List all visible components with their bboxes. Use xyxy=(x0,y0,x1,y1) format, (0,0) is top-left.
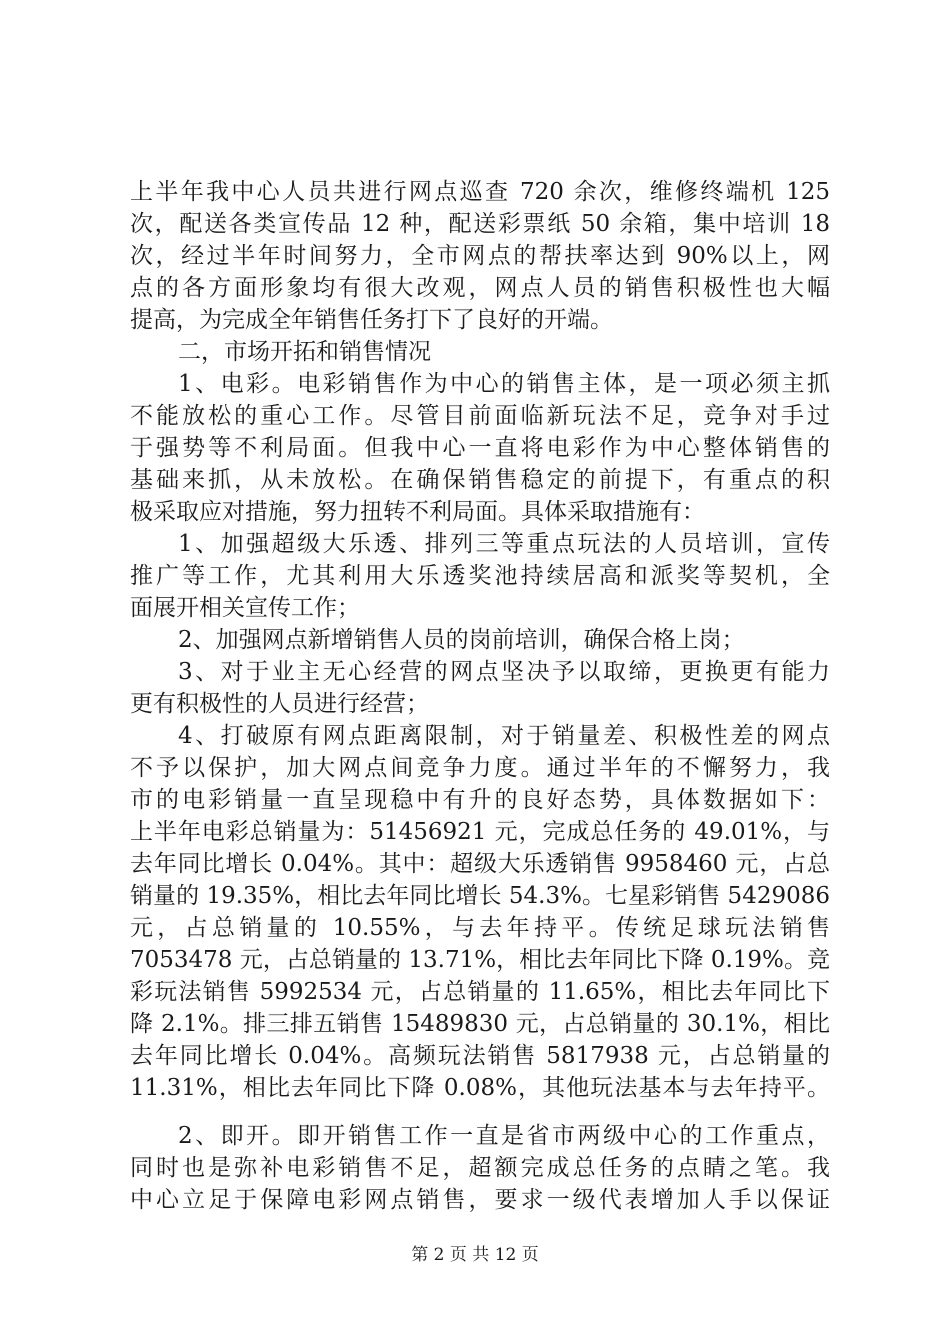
text-line: 元，占总销量的 10.55%，与去年持平。传统足球玩法销售 xyxy=(130,915,830,941)
text-line: 不予以保护，加大网点间竞争力度。通过半年的不懈努力，我 xyxy=(130,755,830,781)
text-line: 同时也是弥补电彩销售不足，超额完成总任务的点睛之笔。我 xyxy=(130,1155,830,1181)
text-line: 3、对于业主无心经营的网点坚决予以取缔，更换更有能力 xyxy=(178,659,830,685)
text-line: 上半年电彩总销量为：51456921 元，完成总任务的 49.01%，与 xyxy=(130,819,830,845)
text-line: 降 2.1%。排三排五销售 15489830 元，占总销量的 30.1%，相比 xyxy=(130,1011,830,1037)
text-line: 于强势等不利局面。但我中心一直将电彩作为中心整体销售的 xyxy=(130,435,830,461)
text-line: 彩玩法销售 5992534 元，占总销量的 11.65%，相比去年同比下 xyxy=(130,979,830,1005)
text-line: 销量的 19.35%，相比去年同比增长 54.3%。七星彩销售 5429086 xyxy=(130,883,830,909)
text-line: 上半年我中心人员共进行网点巡查 720 余次，维修终端机 125 xyxy=(130,179,830,205)
text-line: 基础来抓，从未放松。在确保销售稳定的前提下，有重点的积 xyxy=(130,467,830,493)
text-line: 次，配送各类宣传品 12 种，配送彩票纸 50 余箱，集中培训 18 xyxy=(130,211,830,237)
text-line: 次，经过半年时间努力，全市网点的帮扶率达到 90%以上，网 xyxy=(130,243,830,269)
text-line: 2、即开。即开销售工作一直是省市两级中心的工作重点， xyxy=(178,1123,830,1149)
text-line: 7053478 元，占总销量的 13.71%，相比去年同比下降 0.19%。竞 xyxy=(130,947,830,973)
text-line: 更有积极性的人员进行经营； xyxy=(130,691,429,717)
text-line: 点的各方面形象均有很大改观，网点人员的销售积极性也大幅 xyxy=(130,275,830,301)
text-line: 去年同比增长 0.04%。高频玩法销售 5817938 元，占总销量的 xyxy=(130,1043,830,1069)
section-heading: 二，市场开拓和销售情况 xyxy=(178,339,431,365)
text-line: 中心立足于保障电彩网点销售，要求一级代表增加人手以保证 xyxy=(130,1187,830,1213)
text-line: 市的电彩销量一直呈现稳中有升的良好态势，具体数据如下： xyxy=(130,787,830,813)
text-line: 1、电彩。电彩销售作为中心的销售主体，是一项必须主抓 xyxy=(178,371,830,397)
text-line: 1、加强超级大乐透、排列三等重点玩法的人员培训，宣传 xyxy=(178,531,830,557)
text-line: 2、加强网点新增销售人员的岗前培训，确保合格上岗； xyxy=(178,627,745,653)
text-line: 推广等工作，尤其利用大乐透奖池持续居高和派奖等契机，全 xyxy=(130,563,830,589)
text-line: 极采取应对措施，努力扭转不利局面。具体采取措施有： xyxy=(130,499,705,525)
text-line: 4、打破原有网点距离限制，对于销量差、积极性差的网点 xyxy=(178,723,830,749)
text-line: 面展开相关宣传工作； xyxy=(130,595,360,621)
text-line: 提高，为完成全年销售任务打下了良好的开端。 xyxy=(130,307,613,333)
page-footer: 第 2 页 共 12 页 xyxy=(411,1245,539,1265)
text-line: 去年同比增长 0.04%。其中：超级大乐透销售 9958460 元，占总 xyxy=(130,851,830,877)
text-line: 11.31%，相比去年同比下降 0.08%，其他玩法基本与去年持平。 xyxy=(130,1075,830,1101)
text-line: 不能放松的重心工作。尽管目前面临新玩法不足，竞争对手过 xyxy=(130,403,830,429)
